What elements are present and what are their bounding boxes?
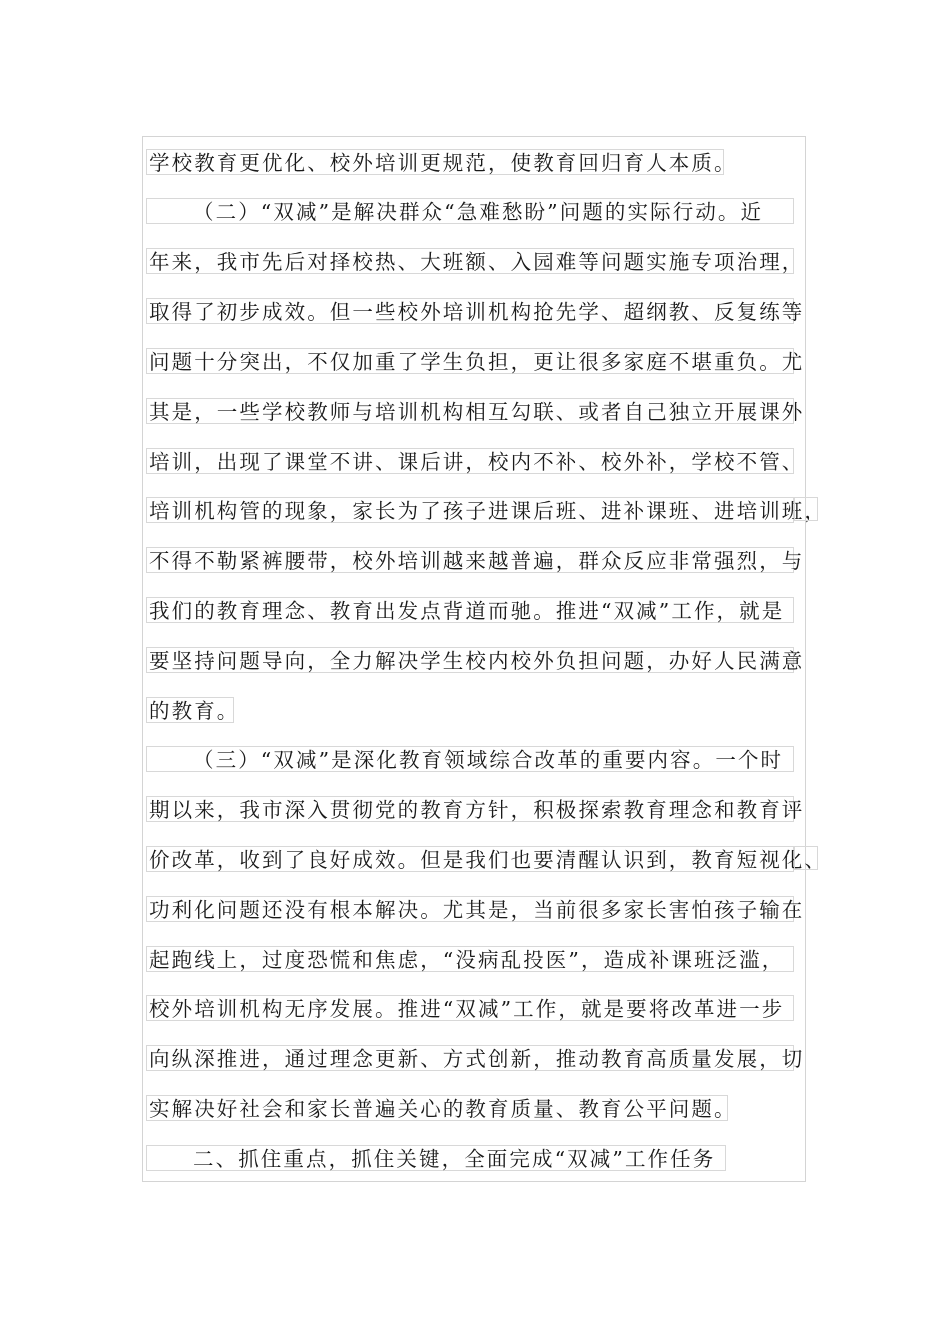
text-line: 向纵深推进，通过理念更新、方式创新，推动教育高质量发展，切 (146, 1045, 794, 1071)
text-line: 起跑线上，过度恐慌和焦虑，“没病乱投医”，造成补课班泛滥， (146, 946, 794, 972)
text-line: 不得不勒紧裤腰带，校外培训越来越普遍，群众反应非常强烈，与 (146, 547, 794, 573)
paragraph-3-heading-line: （三）“双减”是深化教育领域综合改革的重要内容。一个时 (146, 746, 794, 772)
text-line: 年来，我市先后对择校热、大班额、入园难等问题实施专项治理， (146, 248, 794, 274)
text-line: 校外培训机构无序发展。推进“双减”工作，就是要将改革进一步 (146, 995, 794, 1021)
paragraph-2-heading-line: （二）“双减”是解决群众“急难愁盼”问题的实际行动。近 (146, 198, 794, 224)
text-line: 要坚持问题导向，全力解决学生校内校外负担问题，办好人民满意 (146, 647, 794, 673)
text-line: 价改革，收到了良好成效。但是我们也要清醒认识到，教育短视化、 (146, 846, 794, 872)
text-line: 的教育。 (146, 697, 234, 723)
text-line: 实解决好社会和家长普遍关心的教育质量、教育公平问题。 (146, 1095, 728, 1121)
text-line: 学校教育更优化、校外培训更规范，使教育回归育人本质。 (146, 149, 724, 175)
line-overflow-marker (794, 846, 818, 870)
text-line: 期以来，我市深入贯彻党的教育方针，积极探索教育理念和教育评 (146, 796, 794, 822)
text-line: 培训，出现了课堂不讲、课后讲，校内不补、校外补，学校不管、 (146, 448, 794, 474)
text-line: 功利化问题还没有根本解决。尤其是，当前很多家长害怕孩子输在 (146, 896, 794, 922)
line-overflow-marker (794, 497, 818, 521)
text-line: 问题十分突出，不仅加重了学生负担，更让很多家庭不堪重负。尤 (146, 348, 794, 374)
text-line: 取得了初步成效。但一些校外培训机构抢先学、超纲教、反复练等 (146, 298, 794, 324)
text-line: 培训机构管的现象，家长为了孩子进课后班、进补课班、进培训班， (146, 497, 794, 523)
text-line: 我们的教育理念、教育出发点背道而驰。推进“双减”工作，就是 (146, 597, 794, 623)
text-line: 其是，一些学校教师与培训机构相互勾联、或者自己独立开展课外 (146, 398, 794, 424)
section-heading: 二、抓住重点，抓住关键，全面完成“双减”工作任务 (146, 1145, 726, 1171)
